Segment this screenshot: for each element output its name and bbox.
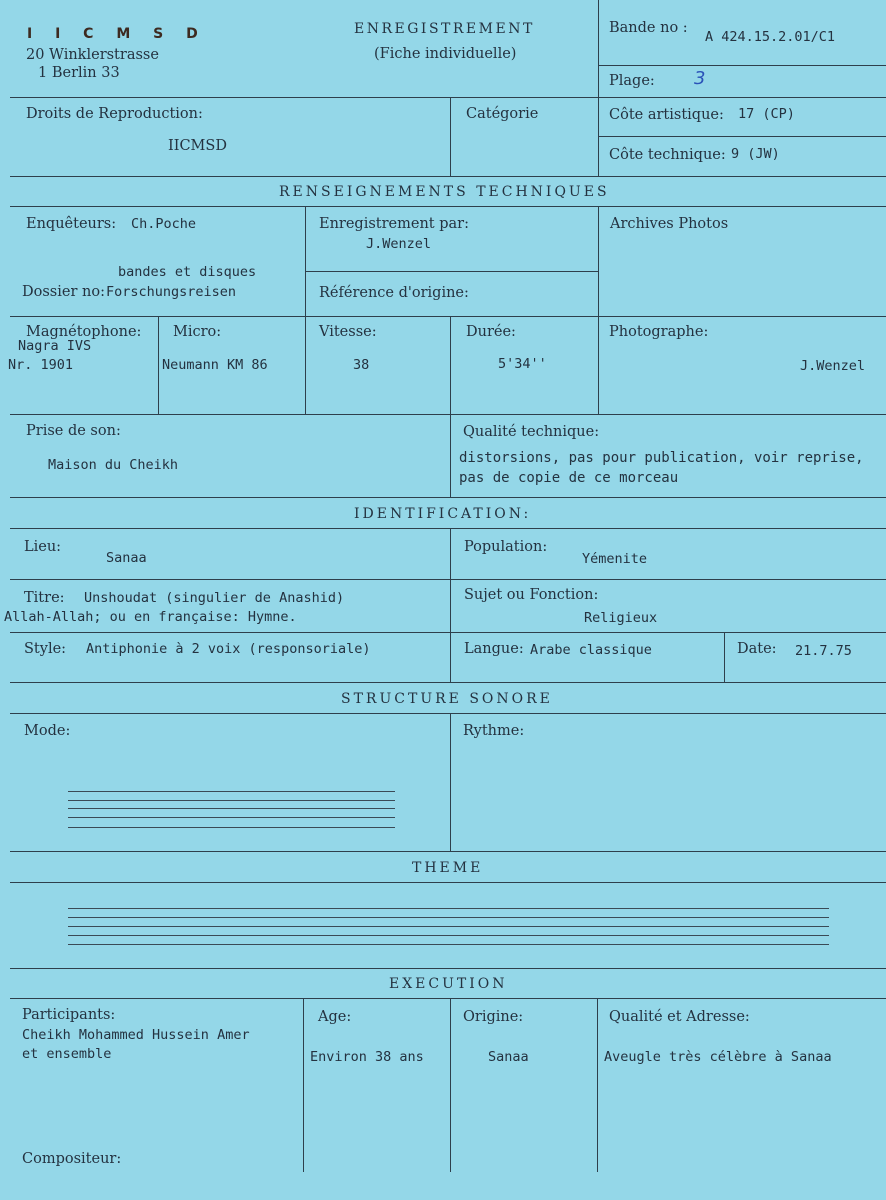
titre-label: Titre: [24,590,65,606]
photographe-value: J.Wenzel [800,358,866,374]
lieu-label: Lieu: [24,539,62,555]
rule [598,206,599,414]
vitesse-label: Vitesse: [319,324,377,340]
mode-staff-line [68,800,395,801]
categorie-label: Catégorie [466,106,539,122]
mode-staff-line [68,791,395,792]
rule [724,632,725,682]
plage-value: 3 [694,68,706,89]
qualite-adresse-value: Aveugle très célèbre à Sanaa [604,1049,832,1065]
rule [10,632,886,633]
titre-value-2: Allah-Allah; ou en française: Hymne. [4,609,297,625]
qualite-technique-value-1: distorsions, pas pour publication, voir reprise, [459,450,864,466]
age-label: Age: [318,1009,352,1025]
rule [10,206,886,207]
rule [598,0,599,176]
population-label: Population: [464,539,548,555]
sujet-label: Sujet ou Fonction: [464,587,599,603]
mode-staff-line [68,817,395,818]
org-logo: I I C M S D [27,26,207,42]
theme-staff-line [68,908,829,909]
cote-artistique-label: Côte artistique: [609,107,724,123]
enreg-par-value: J.Wenzel [366,236,432,252]
enqueteurs-label: Enquêteurs: [26,216,117,232]
rule [10,176,886,177]
theme-staff-line [68,944,829,945]
micro-label: Micro: [173,324,222,340]
enqueteurs-value: Ch.Poche [131,216,197,232]
bande-value: A 424.15.2.01/C1 [705,29,836,45]
rule [10,713,886,714]
mode-staff-line [68,827,395,828]
rule [158,316,159,414]
rule [305,271,598,272]
sujet-value: Religieux [584,610,658,626]
theme-staff-line [68,935,829,936]
duree-value: 5'34'' [498,356,547,372]
rule [450,998,451,1172]
prise-de-son-value: Maison du Cheikh [48,457,179,473]
mode-label: Mode: [24,723,71,739]
org-city: 1 Berlin 33 [38,65,120,81]
origine-value: Sanaa [488,1049,529,1065]
rule [10,851,886,852]
theme-staff-line [68,926,829,927]
dossier-label: Dossier no: [22,284,105,300]
rule [10,579,886,580]
rule [10,882,886,883]
dossier-extra: bandes et disques [118,264,257,280]
date-label: Date: [737,641,777,657]
age-value: Environ 38 ans [310,1049,424,1065]
style-value: Antiphonie à 2 voix (responsoriale) [86,641,371,657]
compositeur-label: Compositeur: [22,1151,122,1167]
rule [450,316,451,497]
rule [10,682,886,683]
vitesse-value: 38 [353,357,370,373]
langue-label: Langue: [464,641,524,657]
card-subtitle: (Fiche individuelle) [374,46,517,62]
dossier-value: Forschungsreisen [106,284,237,300]
lieu-value: Sanaa [106,550,147,566]
rule [10,97,886,98]
cote-technique-value: 9 (JW) [731,146,780,162]
qualite-technique-label: Qualité technique: [463,424,600,440]
rights-label: Droits de Reproduction: [26,106,203,122]
rights-value: IICMSD [168,138,227,154]
participants-value-1: Cheikh Mohammed Hussein Amer [22,1027,250,1043]
cote-artistique-value: 17 (CP) [738,106,795,122]
rule [10,414,886,415]
section-execution: EXECUTION [389,976,508,992]
org-street: 20 Winklerstrasse [26,47,159,63]
rule [10,998,886,999]
date-value: 21.7.75 [795,643,852,659]
bande-label: Bande no : [609,20,688,36]
rule [597,998,598,1172]
qualite-technique-value-2: pas de copie de ce morceau [459,470,679,486]
rule [10,497,886,498]
rule [450,97,451,176]
rule [10,968,886,969]
micro-value: Neumann KM 86 [162,357,268,373]
cote-technique-label: Côte technique: [609,147,726,163]
section-renseignements: RENSEIGNEMENTS TECHNIQUES [279,184,610,200]
participants-value-2: et ensemble [22,1046,112,1062]
plage-label: Plage: [609,73,655,89]
rule [10,528,886,529]
rule [598,136,886,137]
origine-label: Origine: [463,1009,524,1025]
participants-label: Participants: [22,1007,116,1023]
duree-label: Durée: [466,324,516,340]
mode-staff-line [68,808,395,809]
magnetophone-value-2: Nr. 1901 [8,357,74,373]
rythme-label: Rythme: [463,723,525,739]
titre-value-1: Unshoudat (singulier de Anashid) [84,590,345,606]
rule [450,713,451,851]
rule [10,316,886,317]
rule [450,528,451,682]
rule [598,65,886,66]
population-value: Yémenite [582,551,648,567]
section-structure-sonore: STRUCTURE SONORE [341,691,553,707]
archives-label: Archives Photos [610,216,729,232]
reference-label: Référence d'origine: [319,285,469,301]
prise-de-son-label: Prise de son: [26,423,121,439]
magnetophone-label: Magnétophone: [26,324,142,340]
magnetophone-value-1: Nagra IVS [18,338,92,354]
card-title: ENREGISTREMENT [354,21,535,37]
rule [305,206,306,414]
style-label: Style: [24,641,67,657]
photographe-label: Photographe: [609,324,709,340]
rule [303,998,304,1172]
langue-value: Arabe classique [530,642,652,658]
section-theme: THEME [412,860,484,876]
qualite-adresse-label: Qualité et Adresse: [609,1009,750,1025]
section-identification: IDENTIFICATION: [354,506,532,522]
theme-staff-line [68,917,829,918]
enreg-par-label: Enregistrement par: [319,216,469,232]
